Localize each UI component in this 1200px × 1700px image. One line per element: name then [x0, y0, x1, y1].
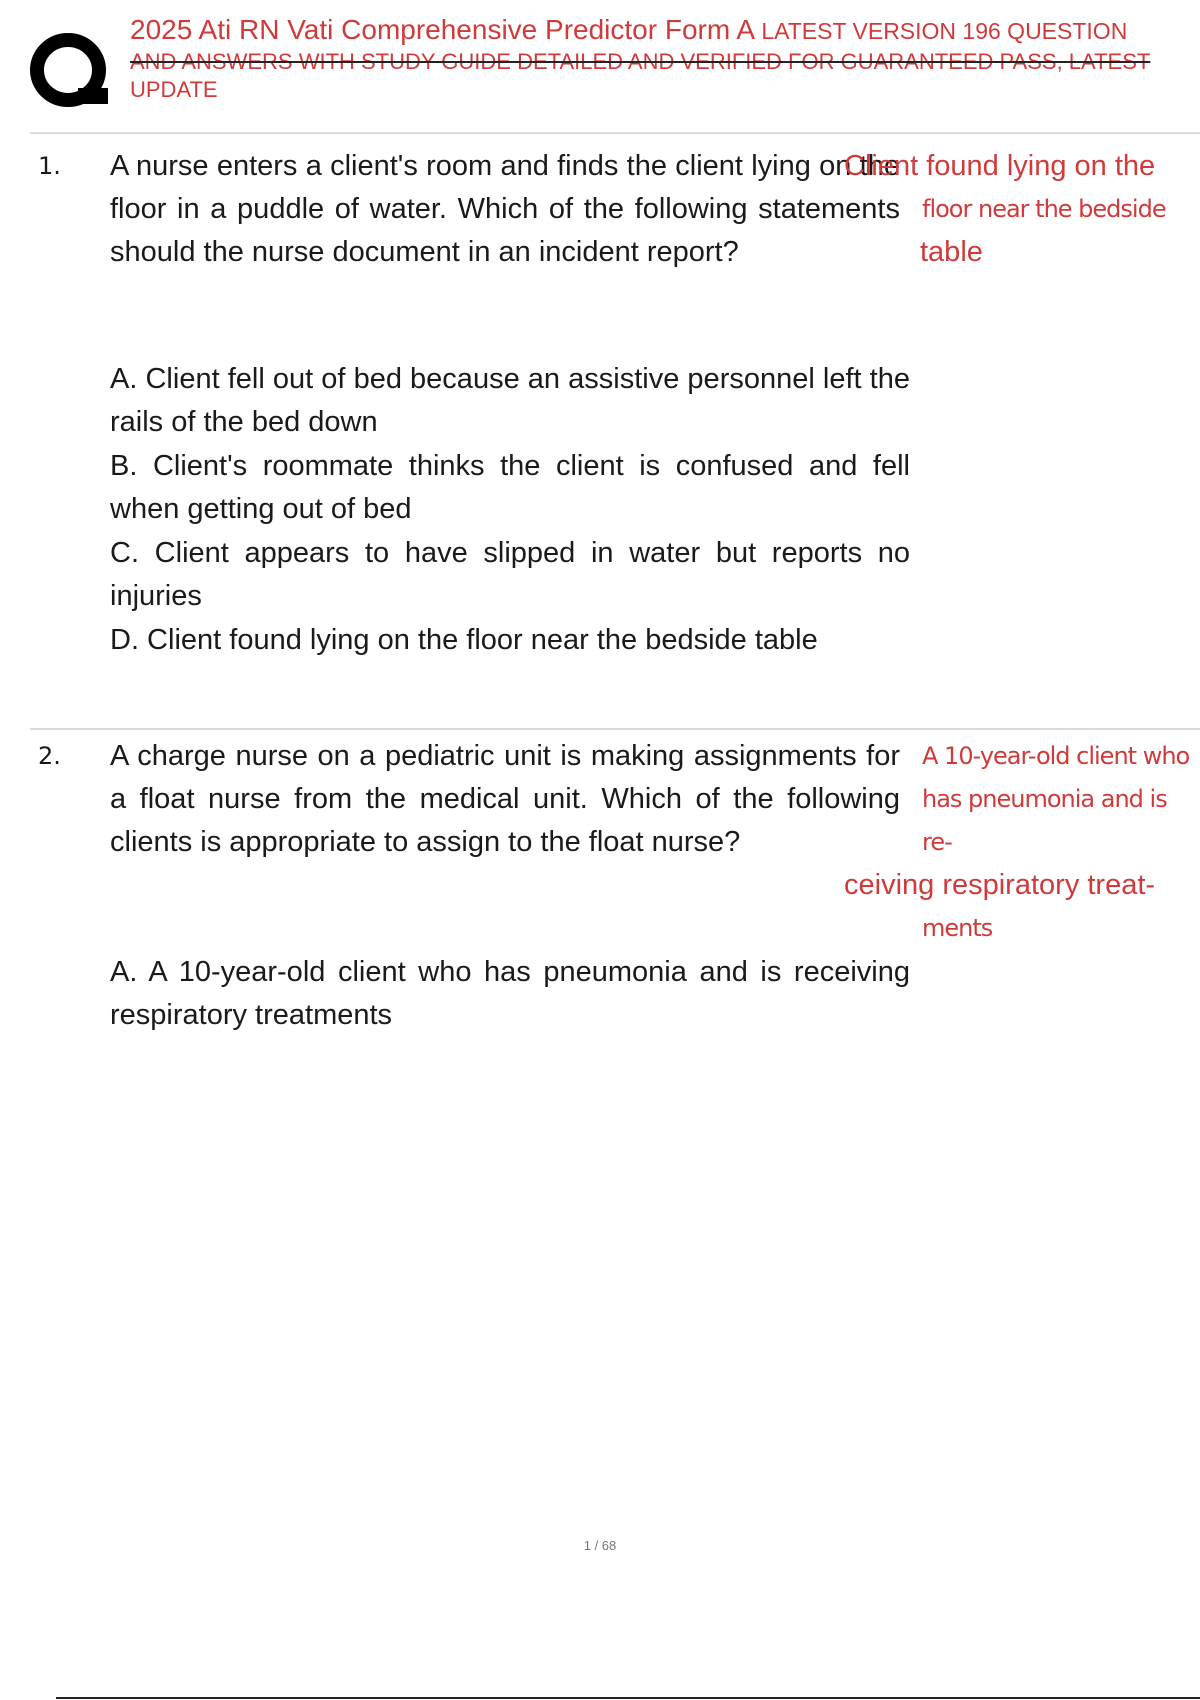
option-a: A. Client fell out of bed because an assistive personnel left the rails of the bed down [110, 363, 910, 438]
title-line-1 [130, 12, 1200, 48]
answer-key [844, 735, 1190, 950]
option-b: B. Client's roommate thinks the client is confused and fell when getting out of bed [110, 450, 910, 525]
logo-icon [30, 32, 110, 110]
title-line-2: AND ANSWERS WITH STUDY GUIDE DETAILED AND VERIFIED FOR GUARANTEED PASS, LATEST [130, 49, 1151, 74]
footer-divider [56, 1697, 1200, 1699]
option-c: C. Client appears to have slipped in water but reports no injuries [110, 537, 910, 612]
document-title [130, 12, 1200, 104]
title-caps: LATEST VERSION 196 QUESTION [761, 18, 1128, 44]
option-a: A. A 10-year-old client who has pneumonia and is receiving respiratory treatments [110, 956, 910, 1031]
question-text: A nurse enters a client's room and finds the client lying on the floor in a puddle of water. Which of the following statements should the nurse document in an incident report? [110, 150, 900, 268]
option-d: D. Client found lying on the floor near the bedside table [110, 624, 818, 656]
answer-key [844, 145, 1190, 274]
question-number: 2. [38, 742, 61, 770]
page-indicator: 1 / 68 [583, 1538, 617, 1553]
section-divider [30, 132, 1200, 134]
options-list [110, 951, 910, 1038]
answer-line: A 10-year-old client who [922, 742, 1190, 770]
answer-line: has pneumonia and is re- [922, 785, 1167, 856]
answer-line: ceiving respiratory treat- [844, 869, 1156, 901]
section-divider [30, 728, 1200, 730]
question-number: 1. [38, 152, 61, 180]
document-header [0, 0, 1200, 132]
options-list [110, 358, 910, 663]
title-line-3: UPDATE [130, 77, 218, 102]
answer-line: Client found lying on the [844, 150, 1156, 182]
title-main: 2025 Ati RN Vati Comprehensive Predictor Form A [130, 14, 754, 45]
answer-line: table [920, 236, 983, 268]
answer-line: ments [922, 914, 993, 942]
answer-line: floor near the bedside [922, 195, 1166, 223]
question-text: A charge nurse on a pediatric unit is making assignments for a float nurse from the medical unit. Which of the following clients is appropriate to assign to the float nurse? [110, 740, 900, 858]
